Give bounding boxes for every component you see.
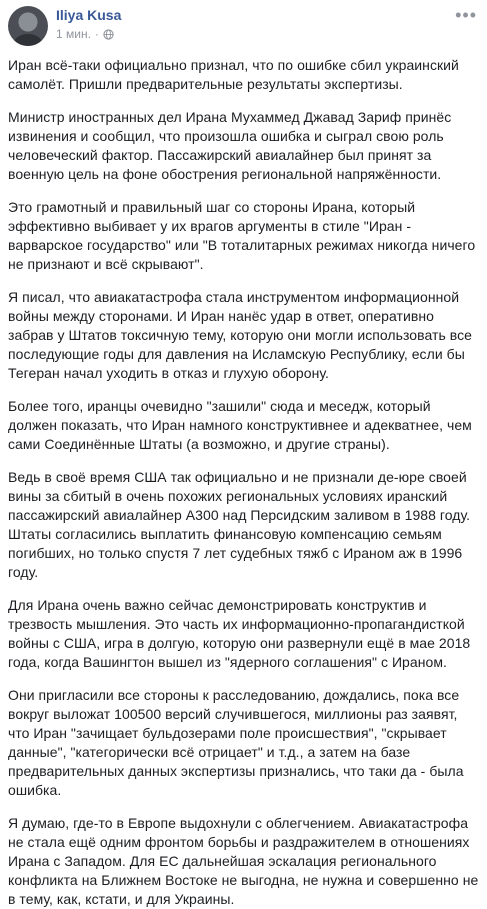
post-body: [0, 56, 487, 909]
post-paragraph: Они пригласили все стороны к расследованию, дождались, пока все вокруг выложат 100500 версий случившегося, миллионы раз заявят, что Иран "зачищает бульдозерами поле происшествия", "скрывает данные", "категорически всё отрицает" и т.д., а затем на базе предварительных данных экспертизы признались, что таки да - была ошибка.: [8, 687, 464, 798]
post-paragraph: Министр иностранных дел Ирана Мухаммед Джавад Зариф принёс извинения и сообщил, что произошла ошибка и сыграл свою роль человеческий фактор. Пассажирский авиалайнер был принят за военную цель на фоне обострения региональной напряжённости.: [8, 109, 452, 182]
avatar[interactable]: [8, 6, 48, 46]
post-paragraph: Более того, иранцы очевидно "зашили" сюда и меседж, который должен показать, что Иран намного конструктивнее и адекватнее, чем сами Соединённые Штаты (а возможно, и другие страны).: [8, 398, 472, 452]
post-paragraph: Я думаю, где-то в Европе выдохнули с облегчением. Авиакатастрофа не стала ещё одним фронтом борьбы и раздражителем в отношениях Ирана с Западом. Для ЕС дальнейшая эскалация регионального конфликта на Ближнем Востоке не выгодна, не нужна и совершенно не в тему, как, кстати, и для Украины.: [8, 815, 479, 907]
author-name[interactable]: Iliya Kusa: [56, 7, 122, 23]
post-paragraph: Ведь в своё время США так официально и не признали де-юре своей вины за сбитый в очень похожих региональных условиях иранский пассажирский авиалайнер А300 над Персидским заливом в 1988 году. Штаты согласились выплатить финансовую компенсацию семьям погибших, но только спустя 7 лет судебных тяжб с Ираном аж в 1996 году.: [8, 469, 471, 580]
post-timestamp[interactable]: 1 мин.: [56, 27, 91, 41]
separator-dot: ·: [94, 27, 99, 41]
post-header: [0, 0, 487, 56]
post-paragraph: Иран всё-таки официально признал, что по ошибке сбил украинский самолёт. Пришли предварительные результаты экспертизы.: [8, 57, 459, 92]
post-paragraph: Я писал, что авиакатастрофа стала инструментом информационной войны между сторонами. И Иран нанёс удар в ответ, оперативно забрав у Штатов токсичную тему, которую они могли использовать все последующие годы для давления на Исламскую Республику, если бы Тегеран начал уходить в отказ и глухую оборону.: [8, 289, 472, 381]
post-meta: [56, 27, 114, 41]
post-paragraph: Это грамотный и правильный шаг со стороны Ирана, который эффективно выбивает у их врагов аргументы в стиле "Иран - варварское государство" или "В тоталитарных режимах никогда ничего не признают и всё скрывают".: [8, 199, 476, 272]
post-paragraph: Для Ирана очень важно сейчас демонстрировать конструктив и трезвость мышления. Это часть их информационно-пропагандисткой войны с США, игра в долгую, которую они развернули ещё в мае 2018 года, когда Вашингтон вышел из "ядерного соглашения" с Ираном.: [8, 597, 471, 670]
more-options-button[interactable]: •••: [455, 5, 477, 25]
globe-icon[interactable]: [103, 29, 114, 40]
